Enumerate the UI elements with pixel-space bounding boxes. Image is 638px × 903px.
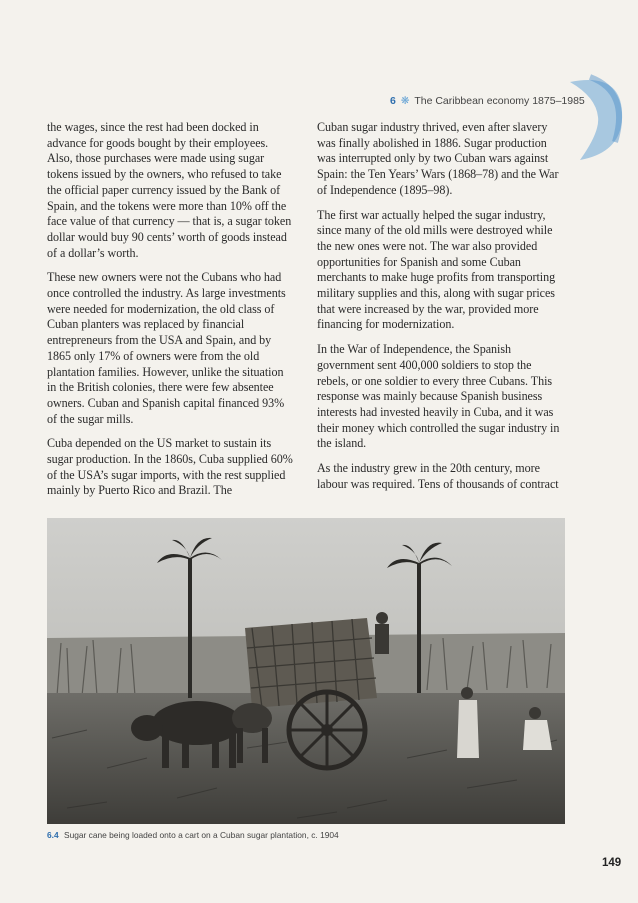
figure-number: 6.4 (47, 830, 59, 840)
paragraph: These new owners were not the Cubans who had once controlled the industry. As large investments were needed for modernization, the old class of Cuban planters was replaced by financial entrepreneurs from the USA and Spain, and by 1865 only 17% of owners were from the old plantation families. However, unlike the situation in the British colonies, there were few absentee owners. Cuban and Spanish capital financed 93% of the sugar mills. (47, 270, 286, 426)
chapter-mark-icon: ❋ (400, 95, 410, 107)
paragraph: the wages, since the rest had been docked in advance for goods bought by their employees. Also, those purchases were made using sugar tokens issued by the owners, who refused to take the official paper currency issued by the Bank of Spain, and the tokens were more than 10% off the face value of that currency — that is, a sugar token dollar would buy 90 cents’ worth of goods instead of a dollar’s worth. (47, 120, 292, 260)
paragraph: Cuba depended on the US market to sustain its sugar production. In the 1860s, Cuba supplied 60% of the USA’s sugar imports, with the rest supplied mainly by Puerto Rico and Brazil. The (47, 436, 293, 498)
paragraph: Cuban sugar industry thrived, even after slavery was finally abolished in 1886. Sugar production was interrupted only by two Cuban wars against Spain: the Ten Years’ Wars (1868–78) and the War of Independence (1895–98). (317, 120, 559, 197)
paragraph: The first war actually helped the sugar industry, since many of the old mills were destroyed while the new ones were not. The war also provided opportunities for Spanish and some Cuban merchants to make huge profits from transporting military supplies and this, along with sugar prices that were increased by the war, provided more financing for modernization. (317, 207, 556, 332)
paragraph: In the War of Independence, the Spanish government sent 400,000 soldiers to stop the rebels, or one soldier to every three Cubans. This response was mainly because Spanish business interests had invested heavily in Cuba, and it was their money which controlled the sugar industry in the island. (317, 342, 560, 451)
left-column (47, 120, 293, 508)
chapter-corner-mark-icon (560, 72, 630, 167)
figure-caption (47, 830, 339, 840)
page-number: 149 (602, 857, 622, 869)
chapter-number: 6 (390, 95, 396, 107)
chapter-title: The Caribbean economy 1875–1985 (414, 95, 585, 107)
running-head (390, 95, 585, 107)
right-column (317, 120, 565, 501)
photograph-icon (47, 518, 565, 824)
plantation-photo (47, 518, 565, 824)
figure-caption-text: Sugar cane being loaded onto a cart on a Cuban sugar plantation, c. 1904 (63, 830, 339, 840)
paragraph: As the industry grew in the 20th century, more labour was required. Tens of thousands of contract (317, 461, 559, 491)
